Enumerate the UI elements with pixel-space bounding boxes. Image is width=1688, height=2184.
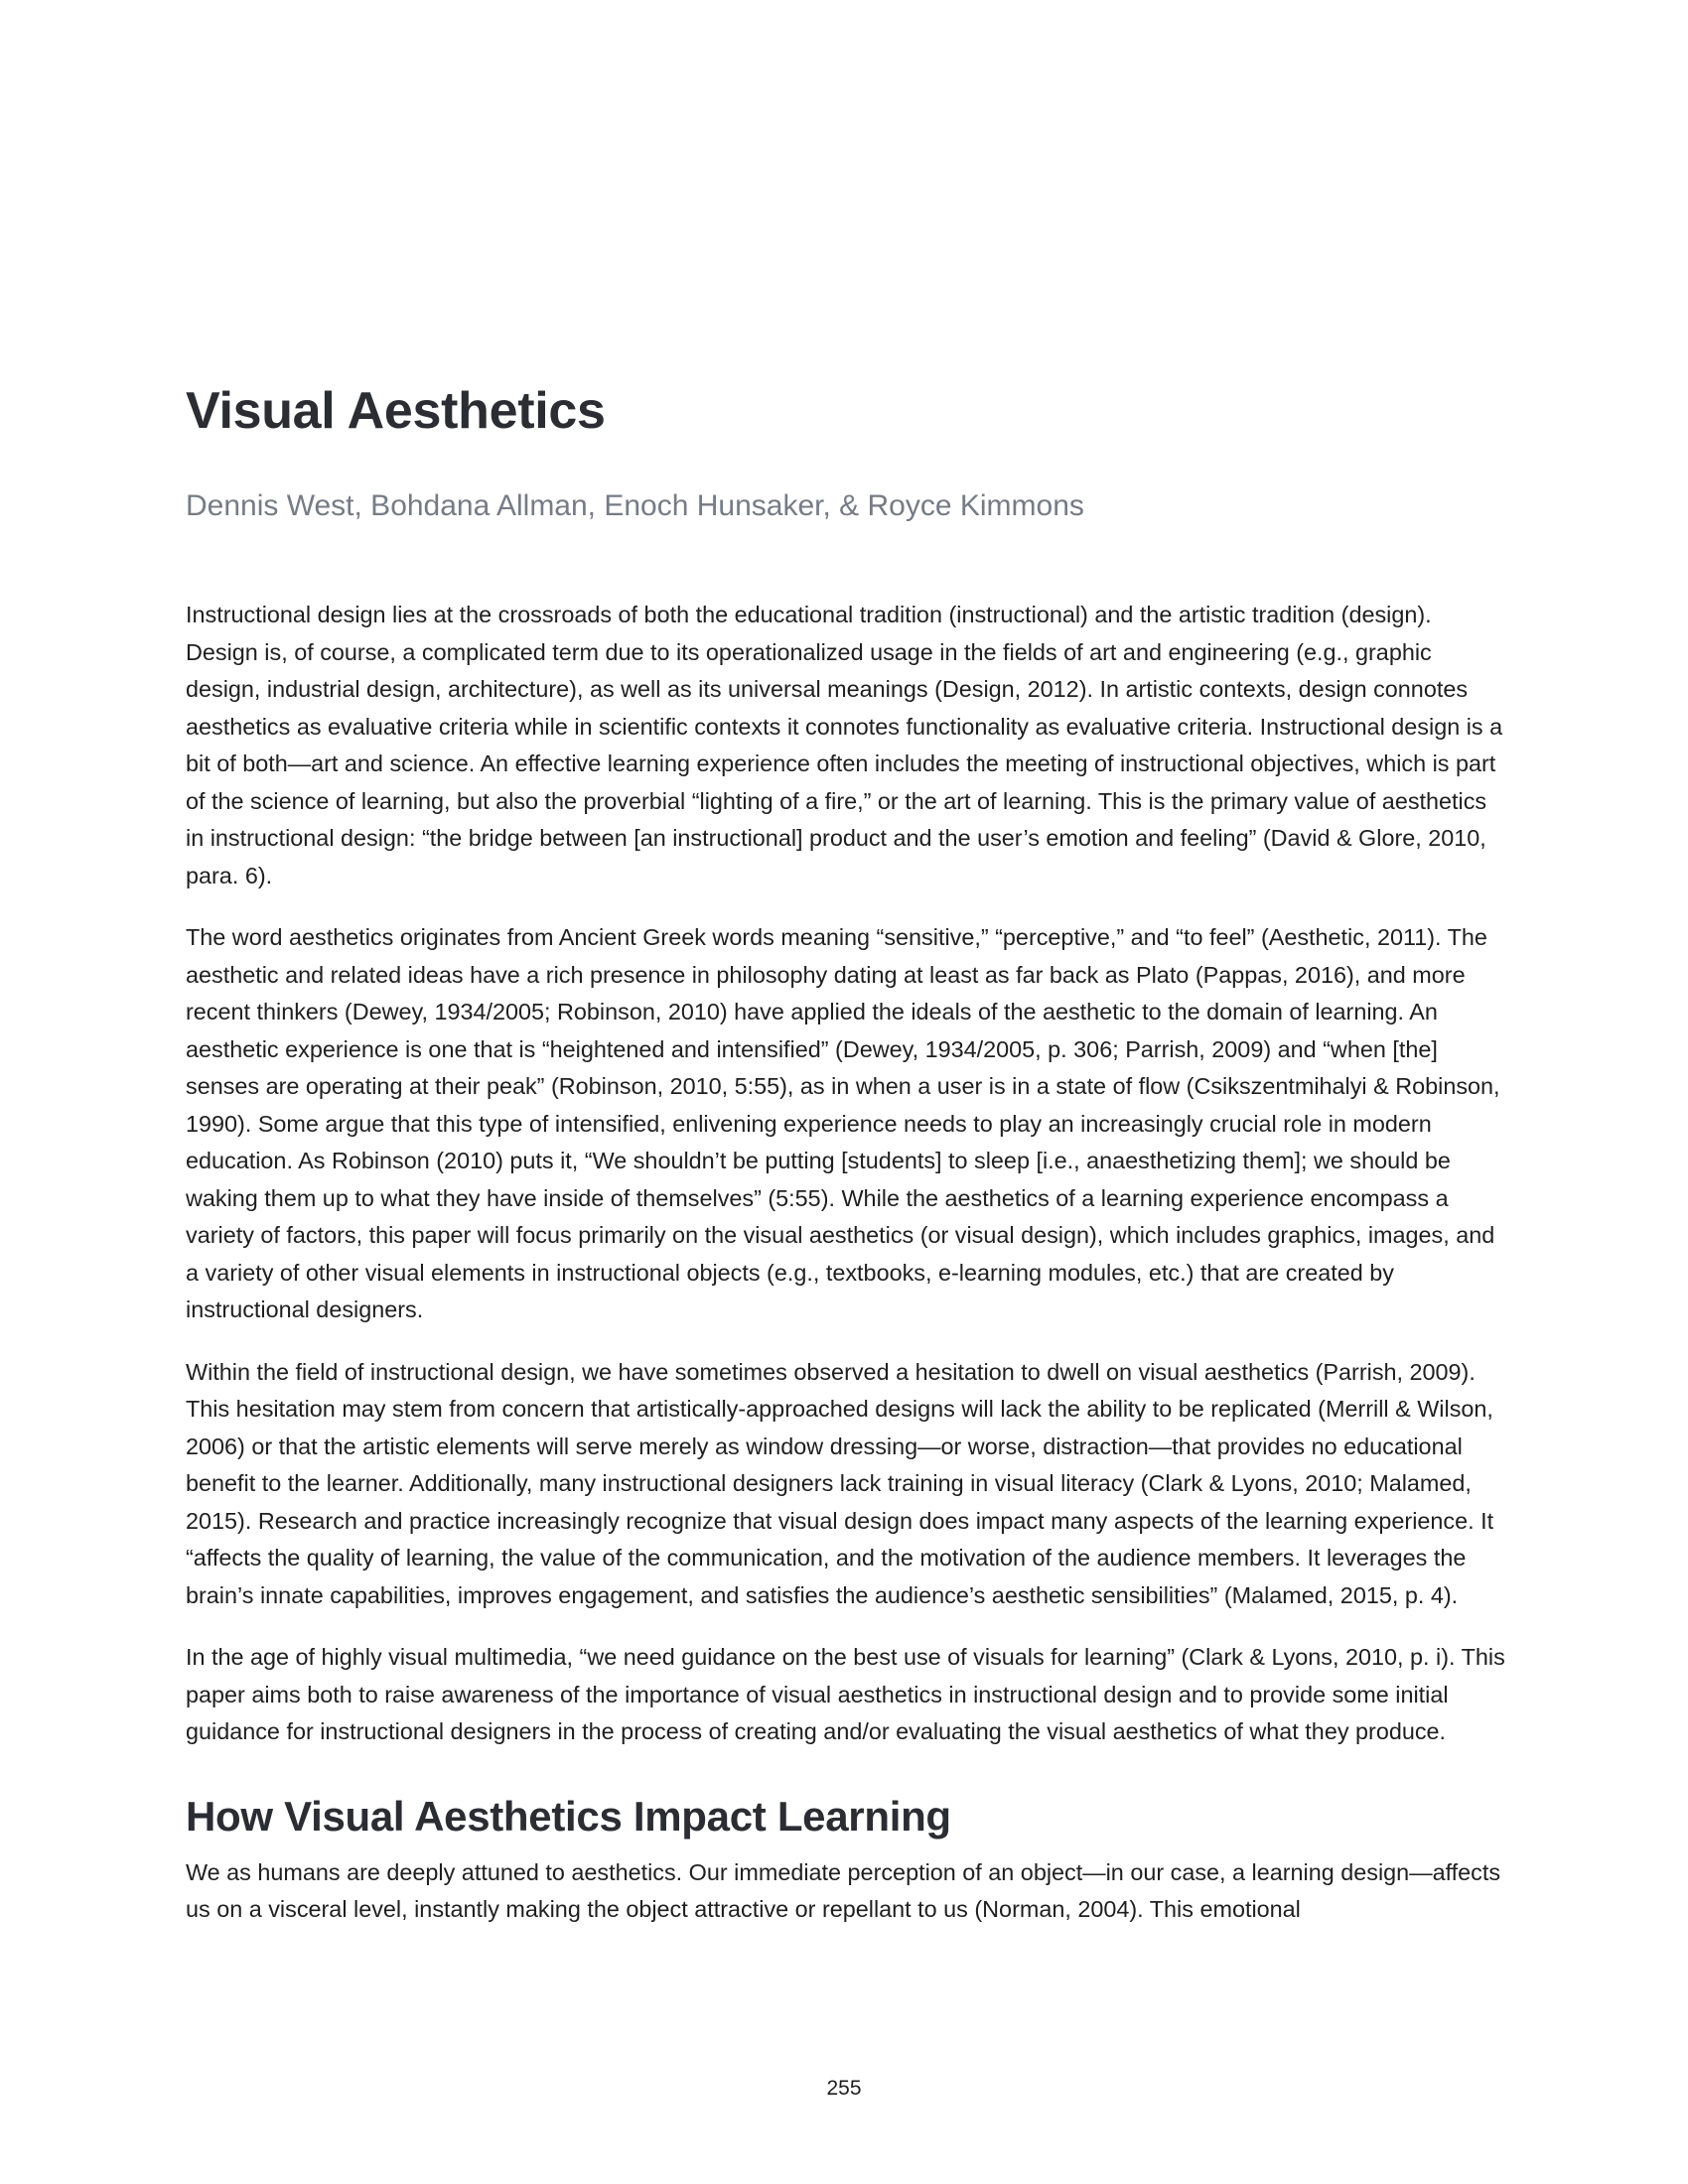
page-number: 255 — [826, 2077, 862, 2100]
paragraph-1: Instructional design lies at the crossroads of both the educational tradition (instructional) and the artistic tradition (design). Design is, of course, a complicated term due to its operationalized usage in the fields of art and engineering (e.g., graphic design, industrial design, architecture), as well as its universal meanings (Design, 2012). In artistic contexts, design connotes aesthetics as evaluative criteria while in scientific contexts it connotes functionality as evaluative criteria. Instructional design is a bit of both—art and science. An effective learning experience often includes the meeting of instructional objectives, which is part of the science of learning, but also the proverbial “lighting of a fire,” or the art of learning. This is the primary value of aesthetics in instructional design: “the bridge between [an instructional] product and the user’s emotion and feeling” (David & Glore, 2010, para. 6). — [186, 602, 1503, 888]
chapter-authors: Dennis West, Bohdana Allman, Enoch Hunsaker, & Royce Kimmons — [186, 489, 1084, 522]
section-heading: How Visual Aesthetics Impact Learning — [186, 1792, 951, 1840]
paragraph-3: Within the field of instructional design, we have sometimes observed a hesitation to dwell on visual aesthetics (Parrish, 2009). This hesitation may stem from concern that artistically-approached designs will lack the ability to be replicated (Merrill & Wilson, 2006) or that the artistic elements will serve merely as window dressing—or worse, distraction—that provides no educational benefit to the learner. Additionally, many instructional designers lack training in visual literacy (Clark & Lyons, 2010; Malamed, 2015). Research and practice increasingly recognize that visual design does impact many aspects of the learning experience. It “affects the quality of learning, the value of the communication, and the motivation of the audience members. It leverages the brain’s innate capabilities, improves engagement, and satisfies the audience’s aesthetic sensibilities” (Malamed, 2015, p. 4). — [186, 1358, 1494, 1608]
paragraph-4: In the age of highly visual multimedia, “we need guidance on the best use of visuals for learning” (Clark & Lyons, 2010, p. i). This paper aims both to raise awareness of the importance of visual aesthetics in instructional design and to provide some initial guidance for instructional designers in the process of creating and/or evaluating the visual aesthetics of what they produce. — [186, 1644, 1505, 1744]
chapter-title: Visual Aesthetics — [186, 382, 606, 440]
page-content — [186, 375, 1506, 1954]
body-text — [186, 597, 1506, 1929]
section-paragraph: We as humans are deeply attuned to aesthetics. Our immediate perception of an object—in our case, a learning design—affects us on a visceral level, instantly making the object attractive or repellant to us (Norman, 2004). This emotional — [186, 1858, 1501, 1922]
paragraph-2: The word aesthetics originates from Ancient Greek words meaning “sensitive,” “perceptive,” and “to feel” (Aesthetic, 2011). The aesthetic and related ideas have a rich presence in philosophy dating at least as far back as Plato (Pappas, 2016), and more recent thinkers (Dewey, 1934/2005; Robinson, 2010) have applied the ideals of the aesthetic to the domain of learning. An aesthetic experience is one that is “heightened and intensified” (Dewey, 1934/2005, p. 306; Parrish, 2009) and “when [the] senses are operating at their peak” (Robinson, 2010, 5:55), as in when a user is in a state of flow (Csikszentmihalyi & Robinson, 1990). Some argue that this type of intensified, enlivening experience needs to play an increasingly crucial role in modern education. As Robinson (2010) puts it, “We shouldn’t be putting [students] to sleep [i.e., anaesthetizing them]; we should be waking them up to what they have inside of themselves” (5:55). While the aesthetics of a learning experience encompass a variety of factors, this paper will focus primarily on the visual aesthetics (or visual design), which includes graphics, images, and a variety of other visual elements in instructional objects (e.g., textbooks, e-learning modules, etc.) that are created by instructional designers. — [186, 924, 1500, 1322]
